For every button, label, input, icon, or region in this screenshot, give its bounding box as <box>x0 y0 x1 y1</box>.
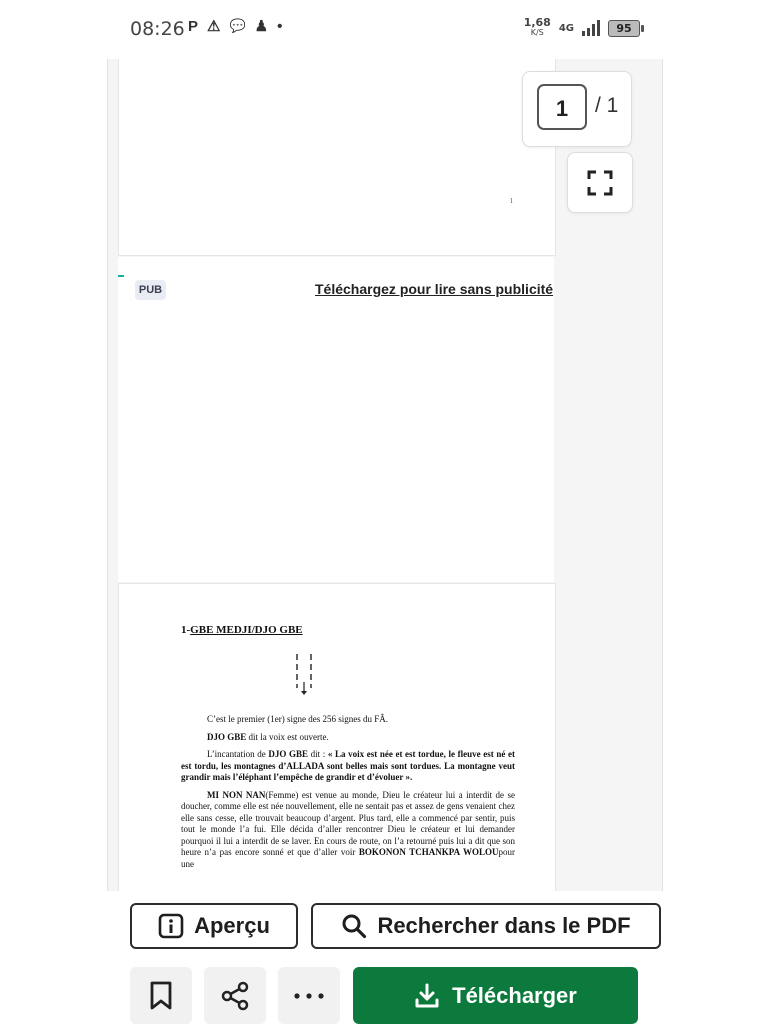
bookmark-icon <box>149 981 173 1011</box>
doc-paragraph-4-bold2: BOKONON TCHANKPA WOLOU <box>358 847 499 857</box>
doc-paragraph-2-text: dit la voix est ouverte. <box>246 731 329 742</box>
doc-paragraph-1: C’est le premier (1er) signe des 256 signes du FÂ. <box>207 714 388 724</box>
warning-icon: ⚠ <box>207 18 221 35</box>
doc-paragraph-3-dit: dit : <box>308 749 328 759</box>
battery-level: 95 <box>616 21 632 35</box>
chat-icon: 💬 <box>229 18 246 33</box>
doc-paragraph-2 <box>181 732 515 744</box>
apercu-button[interactable] <box>130 903 298 949</box>
doc-paragraph-4-bold: MI NON NAN <box>207 789 266 800</box>
parking-icon: P <box>188 17 199 35</box>
doc-paragraph-2-bold: DJO GBE <box>207 731 247 742</box>
doc-heading-number: 1- <box>181 624 191 636</box>
remove-ads-link[interactable]: Téléchargez pour lire sans publicité <box>315 281 554 297</box>
share-button[interactable] <box>204 967 266 1024</box>
doc-body <box>181 714 515 876</box>
page-number-input[interactable]: 1 <box>537 84 587 130</box>
ad-badge: PUB <box>135 280 166 300</box>
page-total: / 1 <box>595 94 619 117</box>
battery-icon <box>608 20 640 37</box>
more-button[interactable] <box>278 967 340 1024</box>
download-icon <box>414 983 440 1009</box>
bookmark-button[interactable] <box>130 967 192 1024</box>
doc-paragraph-3-name: DJO GBE <box>268 749 309 759</box>
net-speed-unit: K/S <box>530 28 544 37</box>
doc-paragraph-3-quote: « La voix est née et est tordue, le fleuve est né et est tordu, les montagnes d’ALLADA sont belles mais sont tordues. La montagne veut grandir mais l’éléphant l’empêche de grandir et d’évoluer ». <box>181 749 515 782</box>
network-type: 4G <box>558 22 574 34</box>
doc-paragraph-4-end: pour une <box>181 847 515 869</box>
page-counter <box>522 71 632 147</box>
doc-heading-title: GBE MEDJI/DJO GBE <box>190 624 303 636</box>
share-icon <box>220 981 250 1011</box>
signal-icon <box>582 20 600 36</box>
fullscreen-icon <box>587 170 613 196</box>
info-icon <box>158 913 184 939</box>
ad-area <box>118 257 554 582</box>
search-pdf-button[interactable] <box>311 903 661 949</box>
pdf-page-previous <box>118 59 556 256</box>
doc-paragraph-3-intro: L’incantation de <box>207 749 269 759</box>
search-icon <box>341 913 367 939</box>
page-footnote: 1 <box>509 197 513 205</box>
net-speed <box>524 18 551 38</box>
ad-marker <box>118 275 124 277</box>
doc-heading <box>181 624 303 636</box>
doc-paragraph-4 <box>181 790 515 871</box>
download-button[interactable] <box>353 967 638 1024</box>
notification-icons <box>188 17 282 35</box>
pawn-icon: ♟ <box>254 18 269 35</box>
pdf-page <box>118 583 556 891</box>
status-time: 08:26 <box>130 18 185 40</box>
doc-paragraph-4-text: (Femme) est venue au monde, Dieu le créateur lui a interdit de se doucher, comme elle est née nouvellement, elle ne sentait pas et assez de gens venaient chez elle sans cesse, elle trouvait beaucoup d’argent. Plus tard, elle a commencé par sentir, puis tout le monde l’a fui. Elle décida d’aller rencontrer Dieu le créateur et lui demander pourquoi il lui a interdit de se laver. En cours de route, on l’a retourné puis lui a dit que son heure n’a pas encore sonné et que d’aller voir <box>181 789 515 857</box>
search-pdf-label: Rechercher dans le PDF <box>377 913 631 938</box>
more-icon <box>293 992 325 1000</box>
dot-icon: • <box>277 17 283 35</box>
apercu-label: Aperçu <box>194 913 270 938</box>
fa-sign-icon <box>291 652 317 696</box>
status-right <box>524 18 640 38</box>
status-bar <box>0 0 768 58</box>
doc-paragraph-3 <box>181 749 515 784</box>
net-speed-value: 1,68 <box>523 16 551 29</box>
fullscreen-button[interactable] <box>567 152 633 213</box>
download-label: Télécharger <box>452 982 577 1008</box>
